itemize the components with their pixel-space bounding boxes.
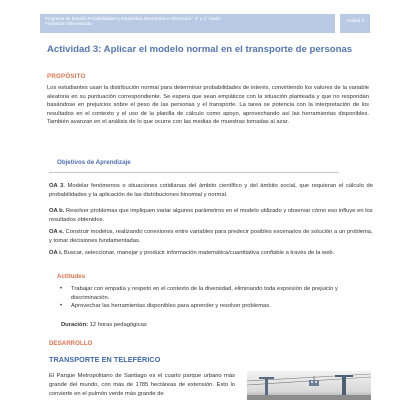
bullet-icon: • bbox=[60, 286, 63, 292]
duracion-line bbox=[61, 321, 147, 330]
list-item bbox=[60, 285, 371, 302]
program-banner bbox=[40, 14, 335, 33]
proposito-heading: PROPÓSITO bbox=[47, 73, 86, 80]
objetivos-heading: Objetivos de Aprendizaje bbox=[57, 159, 131, 166]
oa3-code: OA 3 bbox=[49, 183, 64, 189]
oab-code: OA b. bbox=[49, 208, 65, 214]
oa3-item bbox=[49, 182, 373, 199]
oab-item bbox=[49, 207, 373, 224]
oae-item bbox=[49, 228, 373, 245]
oae-code: OA e. bbox=[49, 229, 64, 235]
oa3-text: . Modelar fenómenos o situaciones cotidianas del ámbito científico y del ámbito social, que requieran el cálculo de probabilidades y la aplicación de las distribuciones binomial y normal. bbox=[49, 183, 373, 198]
teleferico-paragraph: El Parque Metropolitano de Santiago es el cuarto parque urbano más grande del mundo, con más de 1785 hectáreas de extensión. Esto lo convierte en el pulmón verde más grande de bbox=[49, 373, 235, 397]
transporte-heading: TRANSPORTE EN TELEFÉRICO bbox=[49, 355, 161, 364]
oae-text: Construir modelos, realizando conexiones entre variables para predecir posibles escenarios de solución a un problema, y tomar decisiones fundamentadas. bbox=[49, 229, 373, 244]
activity-title: Actividad 3: Aplicar el modelo normal en el transporte de personas bbox=[47, 44, 353, 55]
actitud-text-1: Trabajar con empatía y respeto en el contexto de la diversidad, eliminando toda expresión de prejuicio y discriminación. bbox=[71, 286, 338, 301]
unit-badge: Unidad 3 bbox=[340, 14, 370, 33]
list-item bbox=[60, 302, 371, 311]
program-line-2: Formación Diferenciada bbox=[45, 21, 92, 27]
cable-car-photo-icon bbox=[247, 371, 371, 400]
duracion-value: 12 horas pedagógicas bbox=[88, 322, 147, 328]
proposito-paragraph: Los estudiantes usan la distribución normal para determinar probabilidades de interés, convirtiendo los valores de la variable aleatoria en su puntuación correspondiente. Se espera que sean empáticos con la situación planteada y que no respondan basándose en prejuicios sobre el peso de las personas y el transporte. La tarea se potencia con la interpretación de los resultados en el contexto y el uso de la planilla de cálculo como apoyo, aprovechando así las herramientas disponibles. También avanzan en el análisis de lo que ocurre con las medias de muestras tomadas al azar. bbox=[47, 85, 369, 126]
oai-text: Buscar, seleccionar, manejar y producir información matemática/cuantitativa confiable a través de la web. bbox=[62, 250, 335, 256]
actitud-text-2: Aprovechar las herramientas disponibles para aprender y resolver problemas. bbox=[71, 303, 271, 310]
program-line-1: Programa de Estudio Probabilidades y Estadística Descriptiva e Inferencial · 3° y 4° medio bbox=[45, 16, 221, 21]
cable-car-photo bbox=[247, 371, 371, 400]
objetivos-divider bbox=[49, 172, 339, 173]
duracion-label: Duración: bbox=[61, 322, 89, 328]
oab-text: Resolver problemas que impliquen variar algunos parámetros en el modelo utilizado y observar cómo eso influye en los resultados obtenidos. bbox=[49, 208, 373, 223]
actitudes-heading: Actitudes bbox=[57, 273, 86, 280]
page-header bbox=[40, 14, 370, 33]
bullet-icon: • bbox=[60, 303, 63, 310]
desarrollo-heading: DESARROLLO bbox=[49, 340, 93, 347]
oai-item bbox=[49, 249, 373, 258]
oai-code: OA i. bbox=[49, 250, 63, 256]
actitudes-list bbox=[60, 285, 371, 311]
